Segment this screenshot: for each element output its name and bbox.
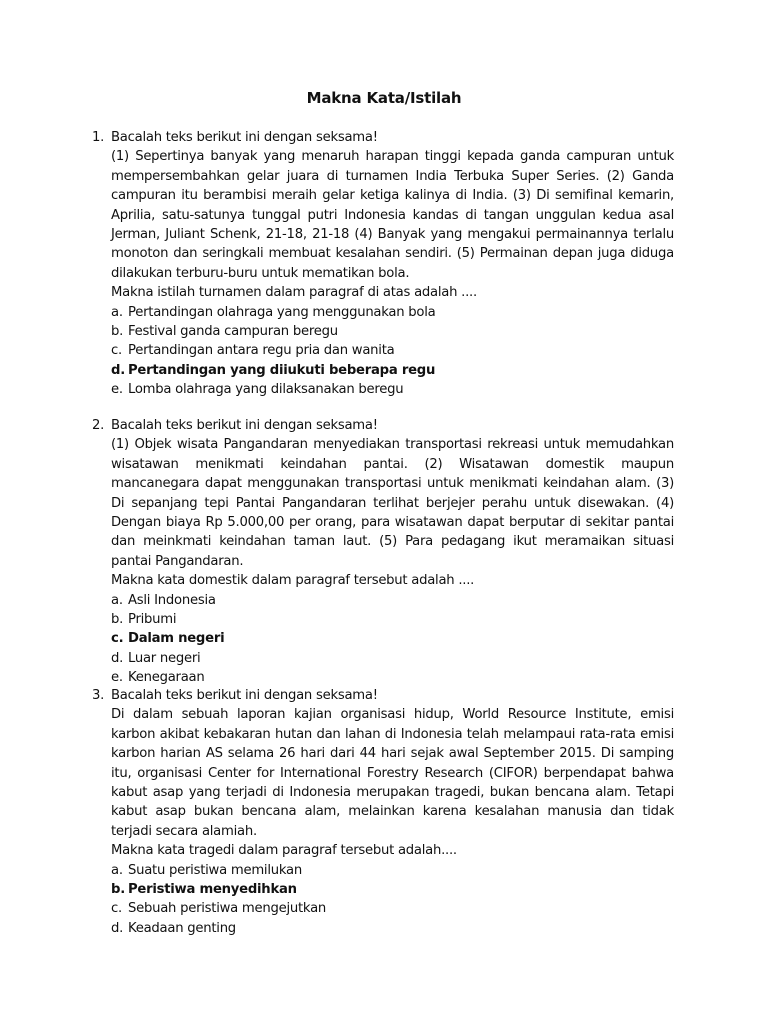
option-text: Keadaan genting	[128, 920, 236, 936]
option-letter: a.	[111, 304, 123, 320]
question-passage: (1) Objek wisata Pangandaran menyediakan transportasi rekreasi untuk memudahkan wisatawan menikmati keindahan pantai. (2) Wisatawan domestik maupun mancanegara dapat menggunakan transportasi untuk menikmati keindahan alam. (3) Di sepanjang tepi Pantai Pangandaran terlihat berjejer perahu untuk disewakan. (4) Dengan biaya Rp 5.000,00 per orang, para wisatawan dapat berputar di sekitar pantai dan meinkmati keindahan taman laut. (5) Para pedagang ikut meramaikan situasi pantai Pangandaran.	[111, 437, 674, 569]
option-text: Dalam negeri	[128, 631, 225, 647]
option-text: Pertandingan antara regu pria dan wanita	[128, 343, 395, 359]
option-text: Pribumi	[128, 612, 177, 628]
option-letter: c.	[111, 901, 122, 917]
option-text: Sebuah peristiwa mengejutkan	[128, 901, 327, 917]
page-title: Makna Kata/Istilah	[306, 89, 462, 107]
option-text: Luar negeri	[128, 650, 201, 666]
answer-option-d	[111, 649, 674, 668]
answer-option-a	[111, 303, 674, 322]
answer-option-e	[111, 380, 674, 399]
option-letter: e.	[111, 670, 123, 686]
option-text: Kenegaraan	[128, 670, 205, 686]
answer-option-d	[111, 919, 674, 938]
option-letter: a.	[111, 862, 123, 878]
option-letter: d.	[111, 920, 124, 936]
answer-option-a	[111, 861, 674, 880]
option-text: Asli Indonesia	[128, 592, 216, 608]
option-letter: b.	[111, 612, 124, 628]
question-row	[92, 416, 674, 688]
question-prompt: Bacalah teks berikut ini dengan seksama!	[111, 130, 378, 145]
question-ask: Makna kata tragedi dalam paragraf tersebut adalah....	[111, 843, 457, 859]
option-letter: b.	[111, 882, 125, 898]
question-row	[92, 686, 674, 938]
question-prompt: Bacalah teks berikut ini dengan seksama!	[111, 688, 378, 703]
question-number: 1.	[92, 130, 105, 145]
question-3	[92, 686, 674, 938]
answer-option-c	[111, 899, 674, 918]
question-passage: Di dalam sebuah laporan kajian organisasi hidup, World Resource Institute, emisi karbon akibat kebakaran hutan dan lahan di Indonesia telah melampaui rata-rata emisi karbon harian AS selama 26 hari dari 44 hari sejak awal September 2015. Di samping itu, organisasi Center for International Forestry Research (CIFOR) berpendapat bahwa kabut asap yang terjadi di Indonesia merupakan tragedi, bukan bencana alam. Tetapi kabut asap bukan bencana alam, melainkan karena kesalahan manusia dan tidak terjadi secara alamiah.	[111, 707, 674, 839]
option-letter: a.	[111, 592, 123, 608]
answer-options	[111, 861, 674, 939]
answer-option-b	[111, 322, 674, 341]
question-ask: Makna kata domestik dalam paragraf tersebut adalah ....	[111, 573, 475, 589]
option-text: Pertandingan yang diiukuti beberapa regu	[128, 362, 436, 378]
question-1	[92, 128, 674, 400]
answer-option-e	[111, 668, 674, 687]
option-text: Lomba olahraga yang dilaksanakan beregu	[128, 382, 404, 398]
question-ask: Makna istilah turnamen dalam paragraf di atas adalah ....	[111, 285, 477, 301]
question-content	[111, 416, 674, 688]
answer-option-b	[111, 880, 674, 899]
question-row	[92, 128, 674, 400]
question-content	[111, 128, 674, 400]
answer-option-a	[111, 591, 674, 610]
option-text: Suatu peristiwa memilukan	[128, 862, 302, 878]
question-number: 3.	[92, 688, 105, 703]
question-passage: (1) Sepertinya banyak yang menaruh harapan tinggi kepada ganda campuran untuk mempersembahkan gelar juara di turnamen India Terbuka Super Series. (2) Ganda campuran itu berambisi meraih gelar ketiga kalinya di India. (3) Di semifinal kemarin, Aprilia, satu-satunya tunggal putri Indonesia kandas di tangan unggulan kedua asal Jerman, Juliant Schenk, 21-18, 21-18 (4) Banyak yang mengakui permainannya terlalu monoton dan seringkali membuat kesalahan sendiri. (5) Permainan depan juga diduga dilakukan terburu-buru untuk mematikan bola.	[111, 149, 674, 281]
answer-options	[111, 591, 674, 688]
question-number: 2.	[92, 418, 105, 433]
option-letter: e.	[111, 382, 123, 398]
answer-options	[111, 303, 674, 400]
option-letter: d.	[111, 362, 125, 378]
option-letter: b.	[111, 324, 124, 340]
option-letter: d.	[111, 650, 124, 666]
question-prompt: Bacalah teks berikut ini dengan seksama!	[111, 418, 378, 433]
option-letter: c.	[111, 343, 122, 359]
option-text: Pertandingan olahraga yang menggunakan bola	[128, 304, 436, 320]
question-2	[92, 416, 674, 688]
answer-option-c	[111, 629, 674, 648]
option-letter: c.	[111, 631, 124, 647]
answer-option-d	[111, 361, 674, 380]
option-text: Peristiwa menyedihkan	[128, 882, 297, 898]
question-content	[111, 686, 674, 938]
answer-option-c	[111, 341, 674, 360]
answer-option-b	[111, 610, 674, 629]
option-text: Festival ganda campuran beregu	[128, 324, 338, 340]
